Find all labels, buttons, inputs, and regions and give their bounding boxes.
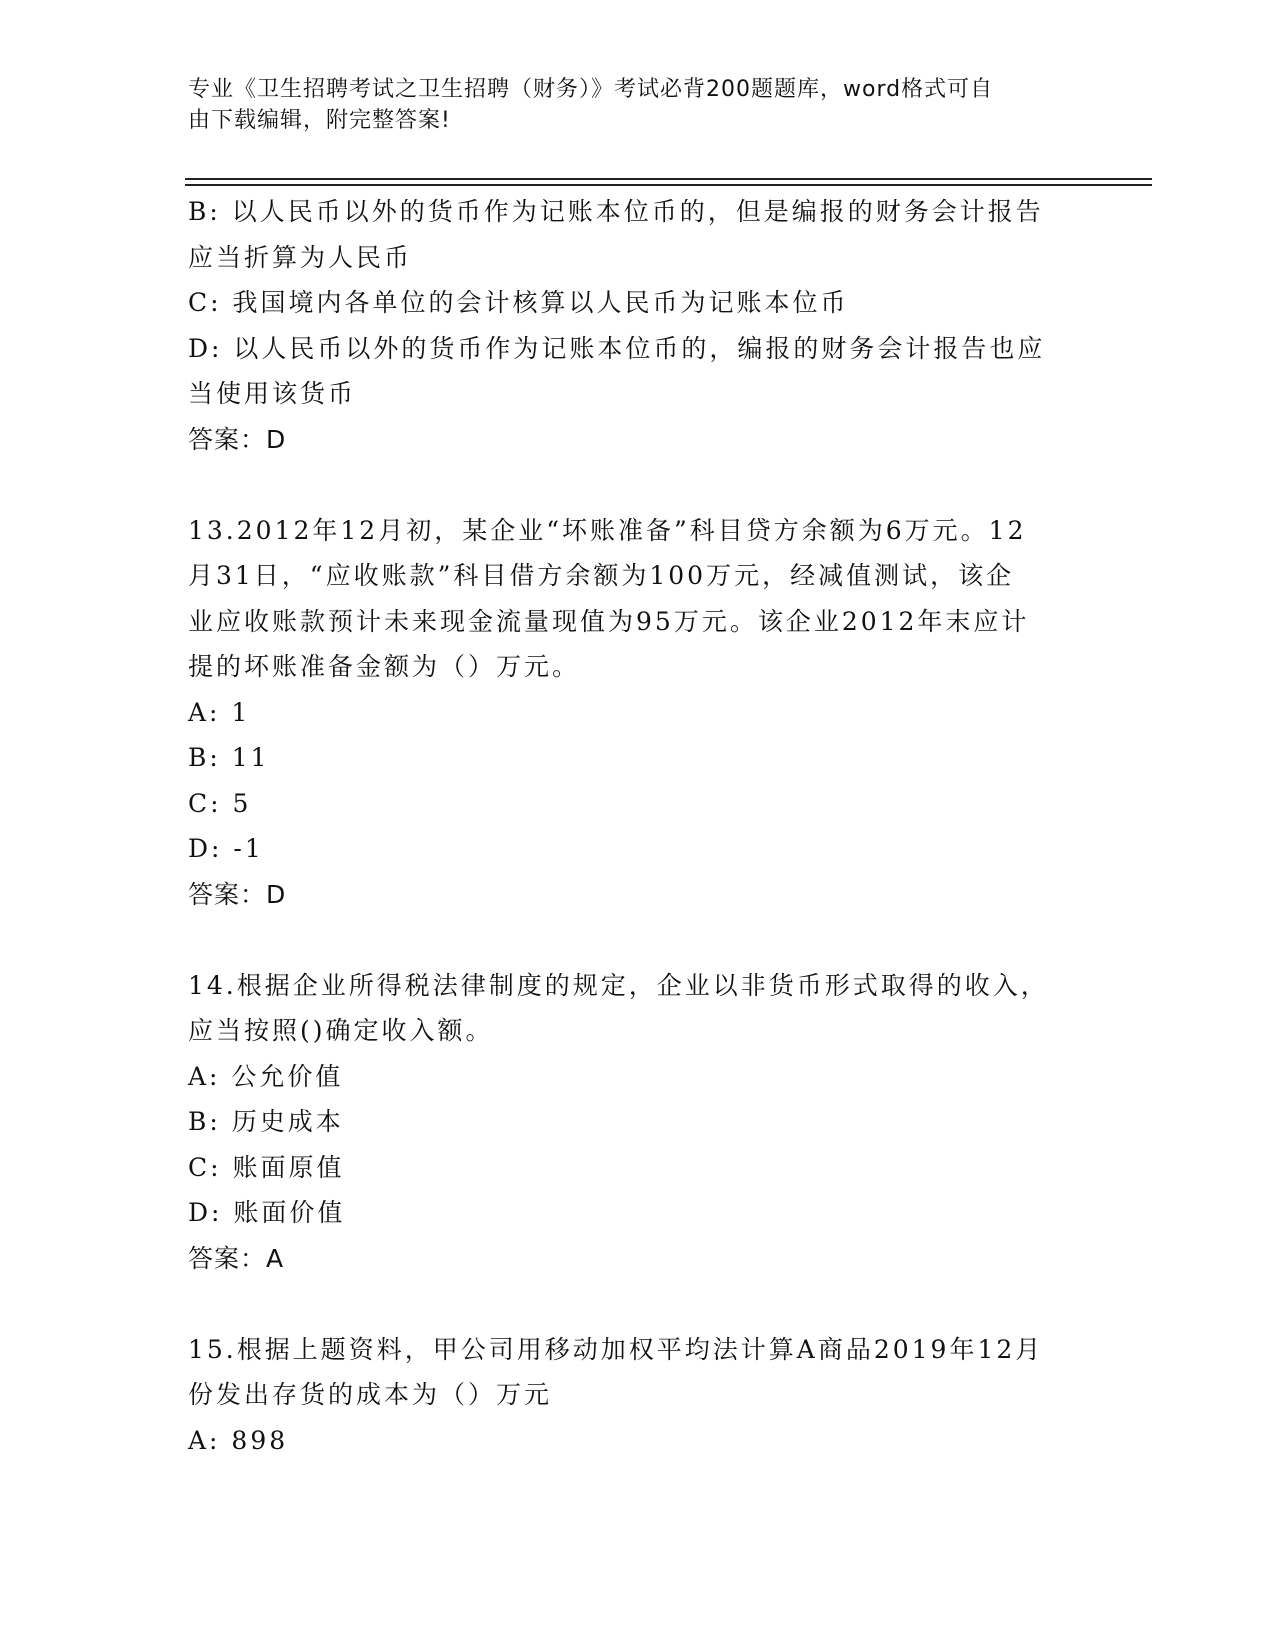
question-14-text-line-2: 应当按照()确定收入额。 [188,1016,494,1045]
header-line-1: 专业《卫生招聘考试之卫生招聘（财务）》考试必背200题题库，word格式可自 [188,77,994,102]
option-d-line-1: D: 以人民币以外的货币作为记账本位币的，编报的财务会计报告也应 [188,333,1046,363]
previous-question-block [188,189,1088,462]
spacer [188,917,1088,963]
question-13-text-line-2: 月31日，“应收账款”科目借方余额为100万元，经减值测试，该企 [188,561,1015,590]
question-14-text-line-1: 14.根据企业所得税法律制度的规定，企业以非货币形式取得的收入， [188,970,1049,1000]
header-divider-top [185,178,1152,180]
question-13-text-line-4: 提的坏账准备金额为（）万元。 [188,652,581,681]
question-14-option-d: D: 账面价值 [188,1198,346,1227]
option-b-line-1: B: 以人民币以外的货币作为记账本位币的，但是编报的财务会计报告 [188,197,1044,226]
question-15-text-line-1: 15.根据上题资料，甲公司用移动加权平均法计算A商品2019年12月 [188,1334,1044,1364]
spacer [188,462,1088,508]
question-15-option-a: A: 898 [188,1425,289,1455]
header-line-2: 由下载编辑，附完整答案! [188,108,451,133]
question-14-option-b: B: 历史成本 [188,1107,344,1136]
question-13-answer: 答案：D [188,879,287,909]
option-d-line-2: 当使用该货币 [188,379,357,408]
spacer [188,1281,1088,1327]
question-13-text-line-1: 13.2012年12月初，某企业“坏账准备”科目贷方余额为6万元。12 [188,515,1027,545]
header-divider-bottom [185,184,1152,186]
answer-label: 答案：D [188,424,287,454]
question-14-answer: 答案：A [188,1243,285,1273]
question-14-option-c: C: 账面原值 [188,1152,345,1182]
question-13-option-a: A: 1 [188,697,251,727]
question-13-text-line-3: 业应收账款预计未来现金流量现值为95万元。该企业2012年末应计 [188,606,1030,636]
question-14-block [188,963,1088,1282]
question-13-option-c: C: 5 [188,788,252,818]
question-13-option-d: D: -1 [188,834,264,863]
question-13-option-b: B: 11 [188,743,270,772]
question-content [188,189,1088,1463]
document-header [188,74,1068,136]
question-13-block [188,508,1088,918]
question-15-block [188,1327,1088,1464]
option-c: C: 我国境内各单位的会计核算以人民币为记账本位币 [188,288,849,317]
option-b-line-2: 应当折算为人民币 [188,242,413,272]
question-14-option-a: A: 公允价值 [188,1061,344,1091]
question-15-text-line-2: 份发出存货的成本为（）万元 [188,1380,553,1409]
